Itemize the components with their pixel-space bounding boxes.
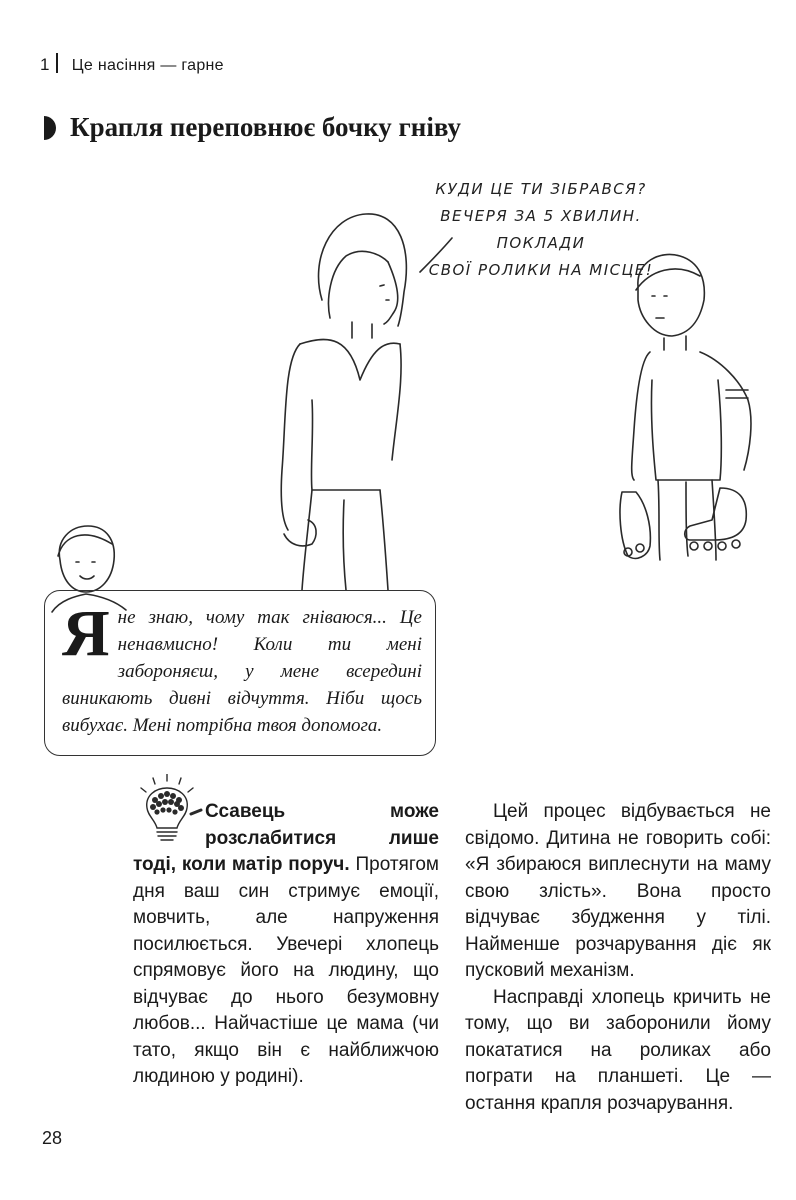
running-title: Це насіння — гарне: [71, 57, 224, 74]
page-number: 28: [42, 1128, 63, 1148]
right-column: [465, 799, 771, 1117]
quote-dropcap: Я: [62, 597, 110, 670]
lead-body-text: Протягом дня ваш син стримує емоції, мовчить, але напруження посилюється. Увечері хлопець спрямовує його на людину, що відчуває до нього безумовну любов... Найчастіше це мама (чи тато, якщо він є найближчою людиною у родині).: [133, 854, 439, 1087]
paragraph: Насправді хлопець кричить не тому, що ви заборонили йому покататися на роликах або пограти на планшеті. Це — остання крапля розчарування.: [465, 986, 771, 1114]
quote-text: не знаю, чому так гніваюся... Це ненавмисно! Коли ти мені забороняєш, у мене всередині виникають дивні відчуття. Ніби щось вибухає. Мені потрібна твоя допомога.: [62, 607, 422, 736]
speech-bubble-line: КУДИ ЦЕ ТИ ЗІБРАВСЯ?: [435, 180, 647, 198]
speech-bubble-line: СВОЇ РОЛИКИ НА МІСЦЕ!: [428, 261, 654, 279]
child-quote: [62, 597, 422, 739]
chapter-number: 1: [40, 55, 50, 74]
icon-spacer: [133, 799, 205, 851]
lead-bold-text: Ссавець може розслабитися лише тоді, коли матір поруч.: [133, 801, 439, 875]
left-column: [133, 799, 439, 1091]
section-heading-text: Крапля переповнює бочку гніву: [70, 112, 461, 142]
paragraph: Цей процес відбувається не свідомо. Дитина не говорить собі: «Я збираюся виплеснути на маму свою злість». Вона просто відчуває збудження у тілі. Найменше розчарування діє як пусковий механізм.: [465, 801, 771, 981]
speech-bubble: [396, 176, 686, 284]
speech-bubble-line: ВЕЧЕРЯ ЗА 5 ХВИЛИН. ПОКЛАДИ: [440, 207, 642, 252]
